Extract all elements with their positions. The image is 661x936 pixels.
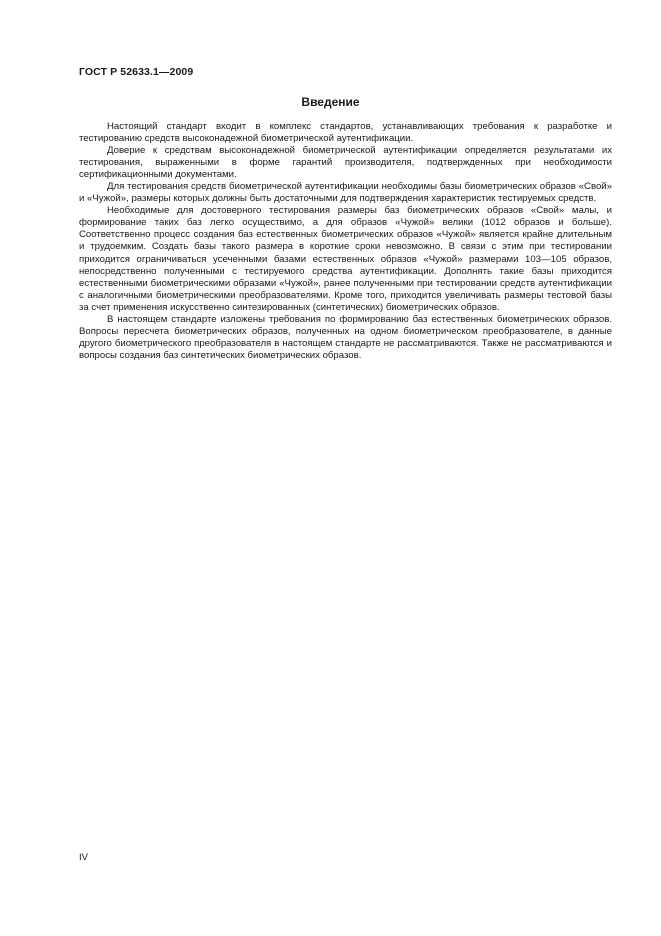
paragraph: Настоящий стандарт входит в комплекс стандартов, устанавливающих требования к разработке и тестированию средств высоконадежной биометрической аутентификации. [79,121,612,145]
paragraph: Доверие к средствам высоконадежной биометрической аутентификации определяется результатами их тестирования, выраженными в форме гарантий производителя, подтвержденных при необходимости сертификационными документами. [79,145,612,181]
paragraph: В настоящем стандарте изложены требования по формированию баз естественных биометрических образов. Вопросы пересчета биометрических образов, полученных на одном биометрическом преобразователе, в данные другого биометрического преобразователя в настоящем стандарте не рассматриваются. Также не рассматриваются и вопросы создания баз синтетических биометрических образов. [79,313,612,361]
document-header: ГОСТ Р 52633.1—2009 [79,66,194,78]
paragraph: Для тестирования средств биометрической аутентификации необходимы базы биометрических образов «Свой» и «Чужой», размеры которых должны быть достаточными для подтверждения характеристик тестируемых средств. [79,181,612,205]
document-body [79,121,612,362]
page-number: IV [79,852,88,863]
section-title: Введение [301,95,360,109]
paragraph: Необходимые для достоверного тестирования размеры баз биометрических образов «Свой» малы, и формирование таких баз легко осуществимо, а для образов «Чужой» велики (1012 образов и больше). Соответственно процесс создания баз естественных биометрических образов «Чужой» является крайне длительным и трудоемким. Создать базы такого размера в короткие сроки невозможно. В связи с этим при тестировании приходится ограничиваться усеченными базами естественных образов «Чужой» размерами 103—105 образов, непосредственно полученными с тестируемого средства аутентификации. Дополнять такие базы приходится естественными биометрическими образами «Чужой», ранее полученными при тестировании средств аутентификации с аналогичными биометрическими преобразователями. Кроме того, приходится увеличивать размеры тестовой базы за счет применения искусственно синтезированных (синтетических) биометрических образов. [79,205,612,313]
